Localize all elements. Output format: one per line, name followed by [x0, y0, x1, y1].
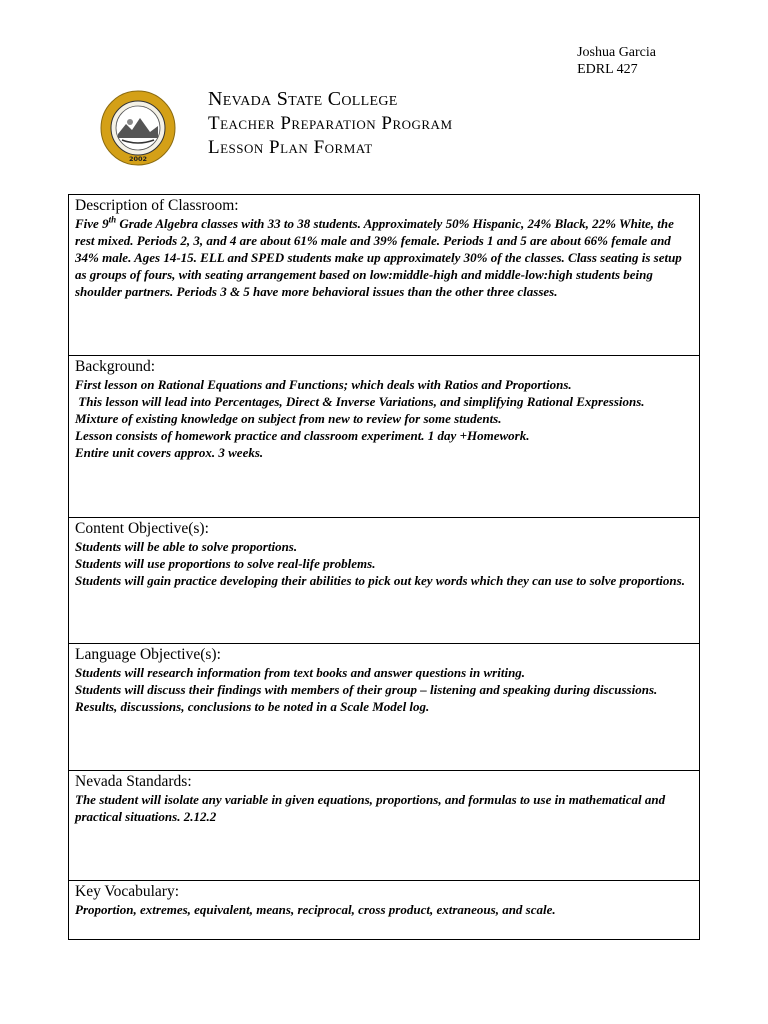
section-nevada-standards [69, 773, 699, 881]
section-body [75, 538, 693, 589]
section-key-vocabulary [69, 883, 699, 939]
section-body [75, 215, 693, 300]
section-heading: Key Vocabulary: [75, 883, 180, 900]
section-body [75, 664, 693, 715]
section-heading: Language Objective(s): [75, 646, 221, 663]
body-line: Students will use proportions to solve real-life problems. [75, 556, 376, 571]
section-heading: Nevada Standards: [75, 773, 192, 790]
section-content-objectives [69, 520, 699, 644]
body-line: Students will research information from text books and answer questions in writing. [75, 665, 526, 680]
body-line: Lesson consists of homework practice and classroom experiment. 1 day +Homework. [75, 428, 530, 443]
body-line: Entire unit covers approx. 3 weeks. [75, 445, 264, 460]
seal-year: 2002 [128, 155, 148, 163]
body-line: First lesson on Rational Equations and Functions; which deals with Ratios and Proportions. [75, 377, 572, 392]
format-title: Lesson Plan Format [208, 137, 373, 158]
body-line: Mixture of existing knowledge on subject from new to review for some students. [75, 411, 502, 426]
section-heading: Content Objective(s): [75, 520, 209, 537]
college-seal-logo [100, 90, 176, 166]
section-heading: Background: [75, 358, 156, 375]
section-body [75, 791, 693, 825]
program-title: Teacher Preparation Program [208, 113, 453, 134]
section-classroom [69, 197, 699, 356]
course-code: EDRL 427 [577, 62, 638, 77]
section-body [75, 376, 693, 461]
lesson-plan-table [68, 194, 700, 940]
document-header [208, 88, 453, 160]
body-line: Students will gain practice developing their abilities to pick out key words which they can use to solve proportions. [75, 573, 685, 588]
body-line: The student will isolate any variable in given equations, proportions, and formulas to use in mathematical and practical situations. 2.12.2 [75, 792, 666, 824]
body-line: This lesson will lead into Percentages, Direct & Inverse Variations, and simplifying Rational Expressions. [75, 394, 645, 409]
body-line: Students will discuss their findings with members of their group – listening and speaking during discussions. [75, 682, 658, 697]
author-name: Joshua Garcia [577, 45, 656, 60]
section-heading: Description of Classroom: [75, 197, 239, 214]
author-block [577, 44, 656, 78]
section-background [69, 358, 699, 518]
body-line: Proportion, extremes, equivalent, means, reciprocal, cross product, extraneous, and scale. [75, 902, 556, 917]
classroom-description: Five 9th Grade Algebra classes with 33 to 38 students. Approximately 50% Hispanic, 24% Black, 22% White, the rest mixed. Periods 2, 3, and 4 are about 61% male and 39% female. Periods 1 and 5 are about 66% female and 34% male. Ages 14-15. ELL and SPED students make up approximately 30% of the classes. Class seating is setup as groups of fours, with seating arrangement based on low:middle-high and middle-low:high students being shoulder partners. Periods 3 & 5 have more behavioral issues than the other three classes. [75, 214, 682, 299]
college-name: Nevada State College [208, 88, 398, 110]
body-line: Results, discussions, conclusions to be noted in a Scale Model log. [75, 699, 430, 714]
section-body [75, 901, 693, 918]
section-language-objectives [69, 646, 699, 771]
body-line: Students will be able to solve proportions. [75, 539, 298, 554]
